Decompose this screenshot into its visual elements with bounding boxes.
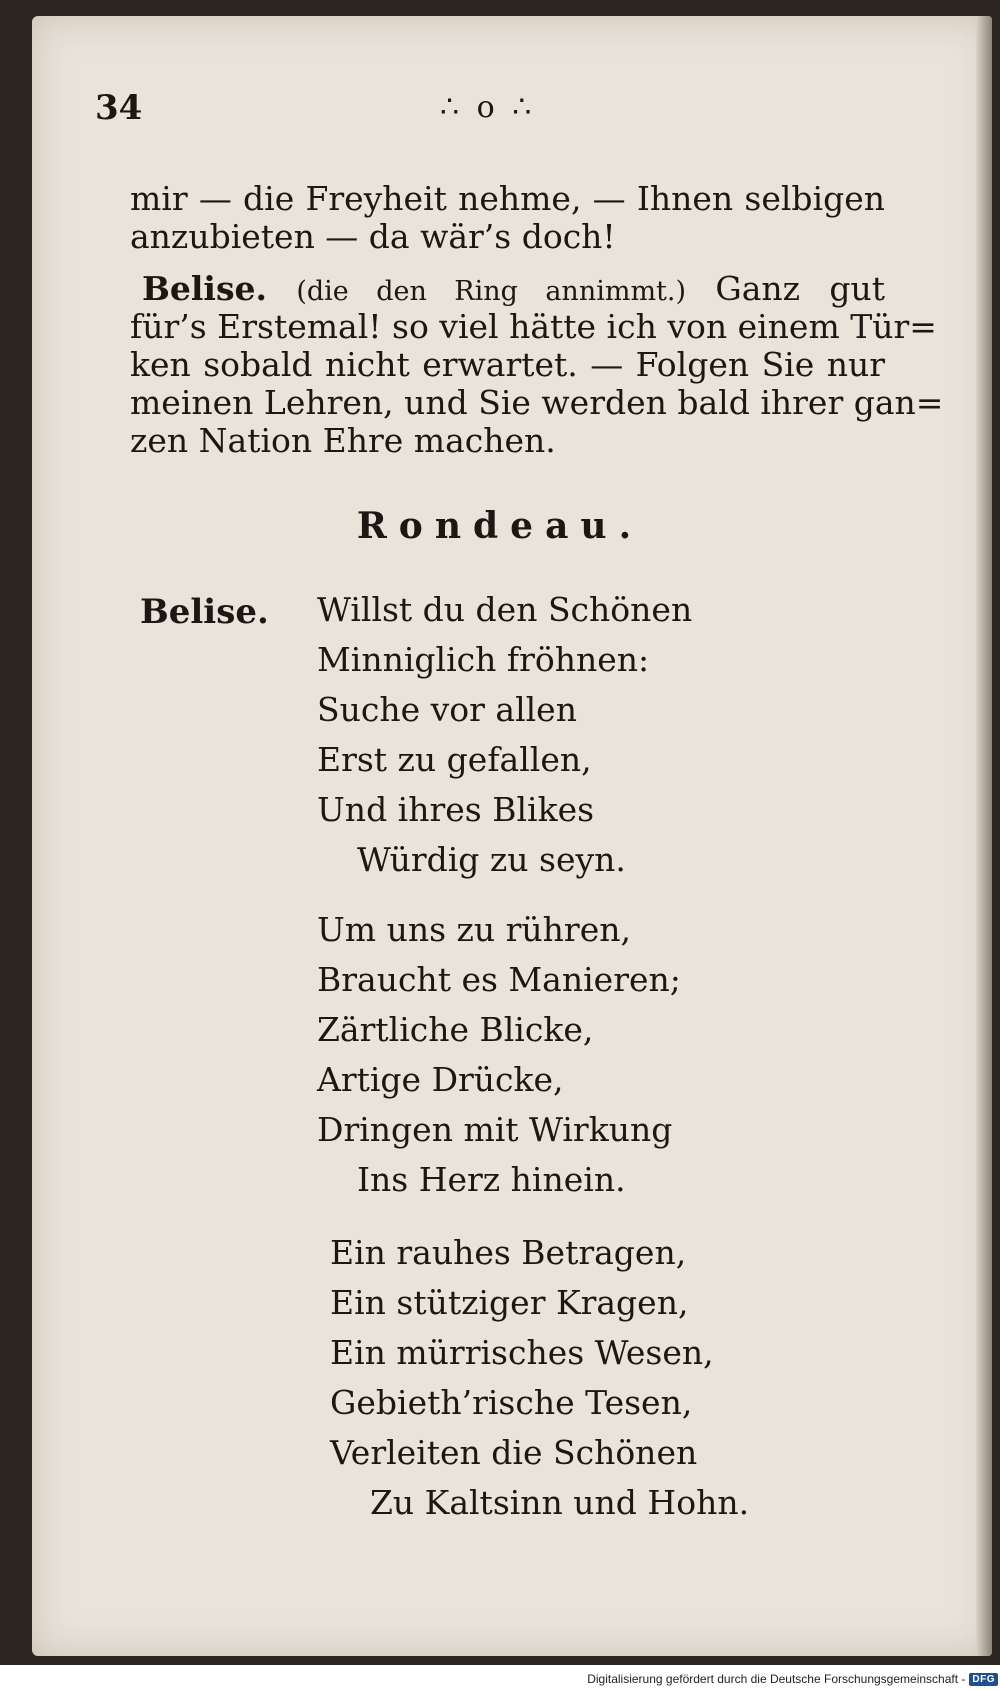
header-ornament: ∴ o ∴	[440, 90, 536, 125]
verse-line: Zärtliche Blicke,	[317, 1010, 594, 1049]
digitization-footer	[587, 1672, 998, 1686]
verse-line: Artige Drücke,	[317, 1060, 564, 1099]
speech-line: für’s Erstemal! so viel hätte ich von einem Tür=	[130, 307, 937, 346]
song-speaker: Belise.	[140, 592, 269, 632]
speech-lines	[130, 307, 944, 460]
verse-line: Willst du den Schönen	[317, 590, 693, 629]
verse-line: Ein rauhes Betragen,	[330, 1233, 687, 1272]
verse-line-indented: Würdig zu seyn.	[357, 840, 626, 879]
stage-direction: (die den Ring annimmt.)	[296, 276, 687, 307]
verse-line-indented: Zu Kaltsinn und Hohn.	[370, 1483, 750, 1522]
speech-line: meinen Lehren, und Sie werden bald ihrer gan=	[130, 382, 944, 422]
stanza	[330, 1228, 749, 1528]
verse-line: Suche vor allen	[317, 690, 577, 729]
section-heading: Rondeau.	[356, 505, 644, 547]
verse-line: Braucht es Manieren;	[317, 960, 681, 999]
verse-line: Erst zu gefallen,	[317, 740, 592, 779]
footer-credit: Digitalisierung gefördert durch die Deutsche Forschungsgemeinschaft -	[587, 1672, 966, 1686]
verse-line: Gebieth’rische Tesen,	[330, 1383, 693, 1422]
verse-line: Ein mürrisches Wesen,	[330, 1333, 714, 1372]
verse-line-indented: Ins Herz hinein.	[357, 1160, 626, 1199]
stanza	[317, 585, 692, 885]
prose-block	[130, 180, 885, 256]
speech-line: zen Nation Ehre machen.	[130, 420, 556, 460]
verse-line: Und ihres Blikes	[317, 790, 595, 829]
speech-line: ken sobald nicht erwartet. — Folgen Sie nur	[130, 344, 885, 384]
verse-line: Um uns zu rühren,	[317, 910, 631, 949]
speech-line-rest: Ganz gut	[715, 269, 885, 308]
speech-block	[130, 270, 885, 308]
speech-first-line	[130, 270, 885, 308]
stanza	[317, 905, 681, 1205]
page-gutter	[976, 16, 992, 1656]
verse-line: Dringen mit Wirkung	[317, 1110, 673, 1149]
verse-line: Verleiten die Schönen	[330, 1433, 698, 1472]
prose-line: mir — die Freyheit nehme, — Ihnen selbigen	[130, 179, 885, 218]
speech-speaker: Belise.	[142, 269, 268, 308]
prose-line: anzubieten — da wär’s doch!	[130, 216, 616, 256]
verse-line: Minniglich fröhnen:	[317, 640, 650, 679]
verse-line: Ein stütziger Kragen,	[330, 1283, 689, 1322]
page-number: 34	[95, 88, 143, 128]
dfg-logo-icon: DFG	[969, 1673, 998, 1686]
